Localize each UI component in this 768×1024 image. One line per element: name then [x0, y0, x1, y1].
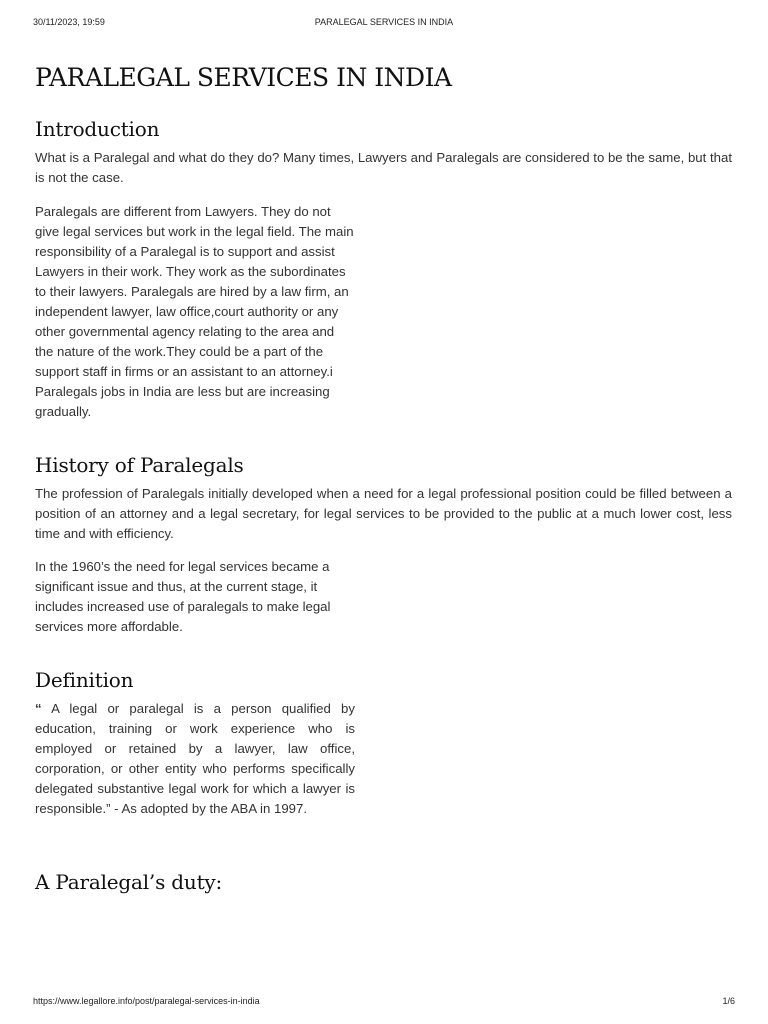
definition-quote: [35, 699, 355, 819]
print-datetime: 30/11/2023, 19:59: [33, 17, 105, 27]
introduction-paragraph-1: What is a Paralegal and what do they do? Many times, Lawyers and Paralegals are considered to be the same, but that is not the case.: [35, 150, 732, 185]
print-header: [0, 17, 768, 29]
history-paragraph-1: The profession of Paralegals initially developed when a need for a legal professional position could be filled between a position of an attorney and a legal secretary, for legal services to be provided to the public at a much lower cost, less time and with efficiency.: [35, 486, 732, 541]
duty-heading: A Paralegal’s duty:: [35, 870, 223, 894]
page-number: 1/6: [722, 996, 735, 1006]
print-page-title: PARALEGAL SERVICES IN INDIA: [314, 17, 454, 27]
source-url-link[interactable]: https://www.legallore.info/post/paralegal-services-in-india: [33, 996, 260, 1006]
introduction-paragraph-2: Paralegals are different from Lawyers. They do not give legal services but work in the legal field. The main responsibility of a Paralegal is to support and assist Lawyers in their work. They work as the subordinates to their lawyers. Paralegals are hired by a law firm, an independent lawyer, law office,court authority or any other governmental agency relating to the area and the nature of the work.They could be a part of the support staff in firms or an assistant to an attorney.i Paralegals jobs in India are less but are increasing gradually.: [35, 204, 354, 419]
definition-text: A legal or paralegal is a person qualified by education, training or work experience who is employed or retained by a lawyer, law office, corporation, or other entity who performs specifically delegated substantive legal work for which a lawyer is responsible.” - As adopted by the ABA in 1997.: [35, 701, 355, 816]
opening-quote-mark: “: [35, 701, 42, 716]
definition-heading: Definition: [35, 668, 134, 692]
history-paragraph-2: In the 1960’s the need for legal services became a significant issue and thus, at the current stage, it includes increased use of paralegals to make legal services more affordable.: [35, 559, 331, 634]
introduction-heading: Introduction: [35, 117, 160, 141]
print-footer: [0, 996, 768, 1008]
page-title: PARALEGAL SERVICES IN INDIA: [35, 63, 452, 92]
history-heading: History of Paralegals: [35, 453, 244, 477]
